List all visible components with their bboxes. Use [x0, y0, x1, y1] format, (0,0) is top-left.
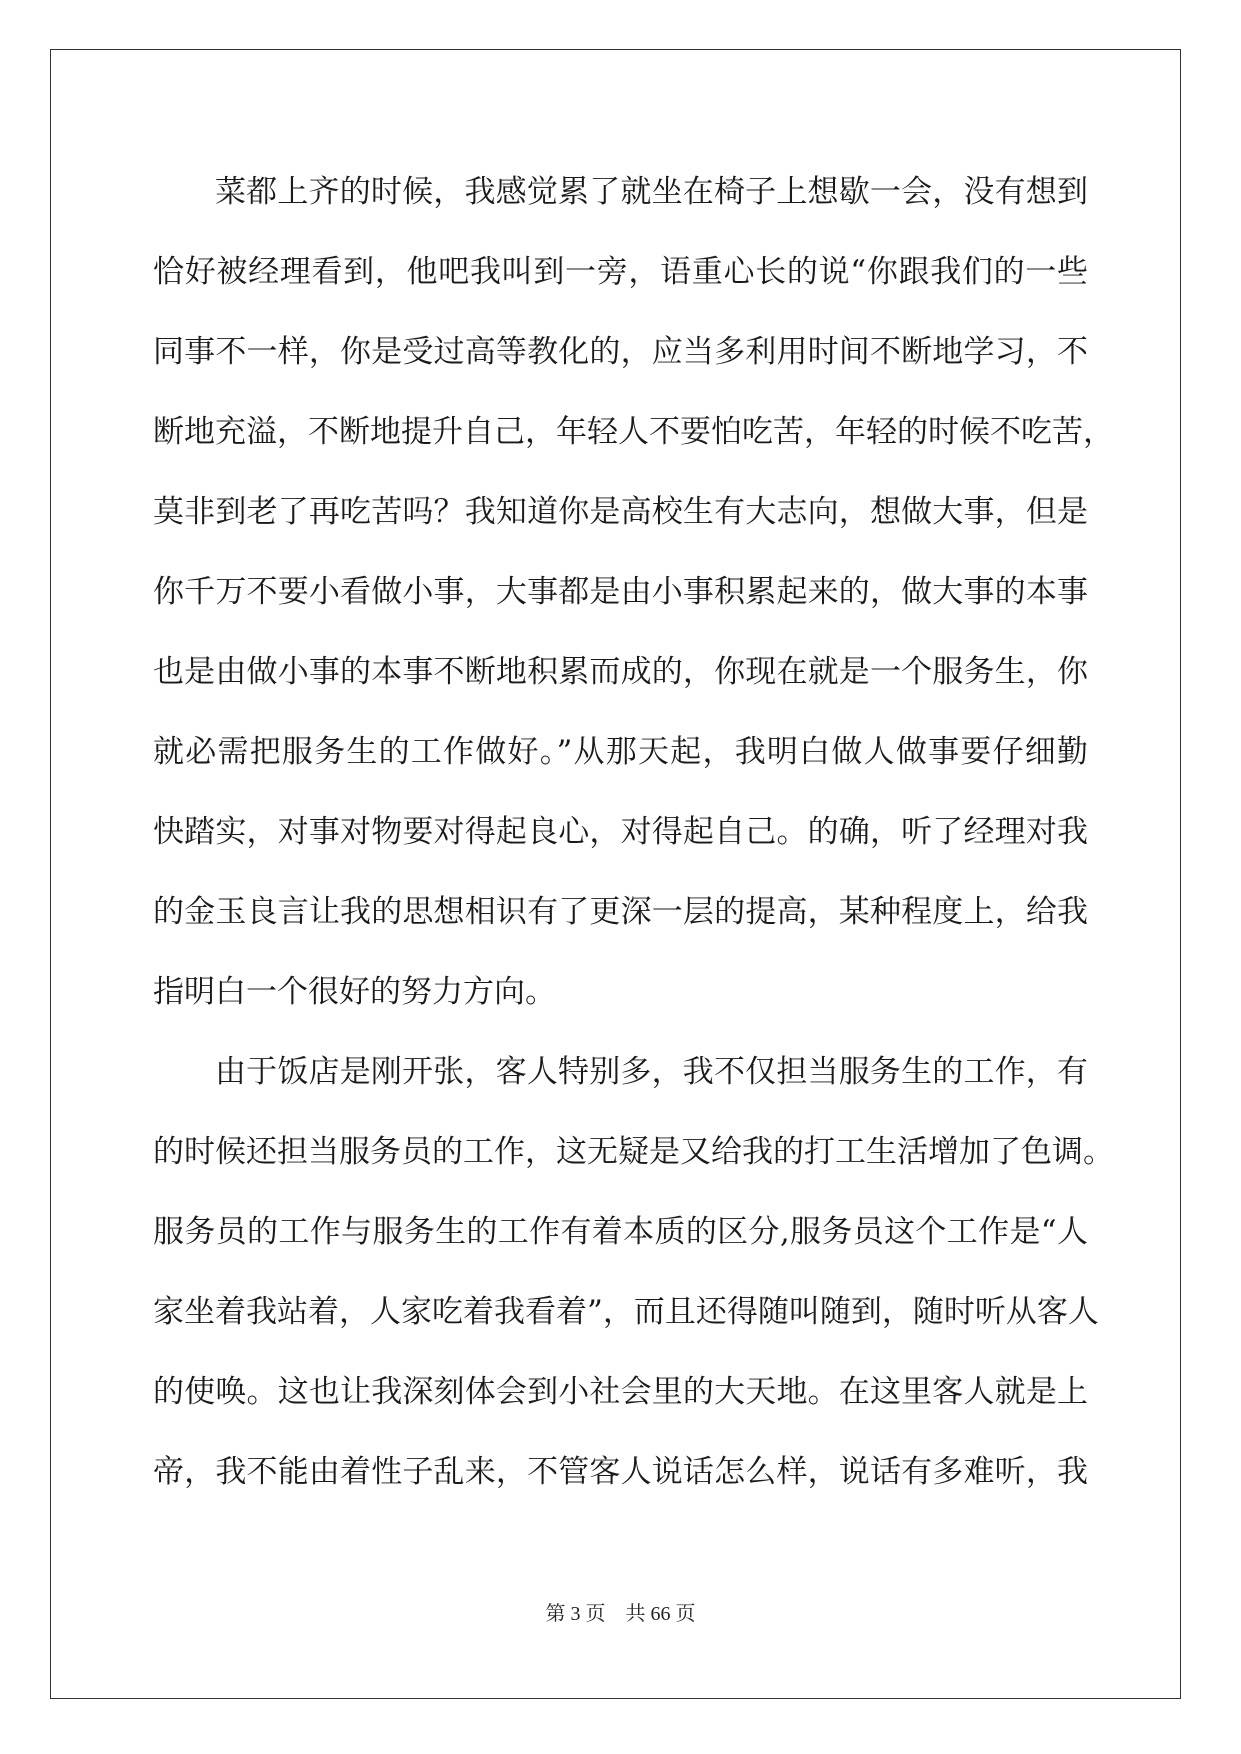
paragraph-line: 家坐着我站着，人家吃着我看着”，而且还得随叫随到，随时听从客人 — [153, 1294, 1099, 1330]
paragraph-line: 指明白一个很好的努力方向。 — [153, 974, 556, 1010]
paragraph-line: 断地充溢，不断地提升自己，年轻人不要怕吃苦，年轻的时候不吃苦， — [153, 414, 1114, 450]
paragraph-line: 帝，我不能由着性子乱来，不管客人说话怎么样，说话有多难听，我 — [153, 1454, 1088, 1490]
paragraph-line: 的使唤。这也让我深刻体会到小社会里的大天地。在这里客人就是上 — [153, 1374, 1088, 1410]
paragraph-line: 恰好被经理看到，他吧我叫到一旁，语重心长的说“你跟我们的一些 — [153, 254, 1088, 290]
paragraph-line: 同事不一样，你是受过高等教化的，应当多利用时间不断地学习，不 — [153, 334, 1088, 370]
page-number-footer: 第 3 页 共 66 页 — [545, 1603, 696, 1625]
paragraph-line: 你千万不要小看做小事，大事都是由小事积累起来的，做大事的本事 — [153, 574, 1088, 610]
paragraph-line: 由于饭店是刚开张，客人特别多，我不仅担当服务生的工作，有 — [215, 1054, 1088, 1090]
paragraph-line: 服务员的工作与服务生的工作有着本质的区分,服务员这个工作是“人 — [153, 1214, 1088, 1250]
document-body — [153, 164, 1114, 1524]
paragraph-line: 菜都上齐的时候，我感觉累了就坐在椅子上想歇一会，没有想到 — [215, 174, 1088, 210]
paragraph-line: 快踏实，对事对物要对得起良心，对得起自己。的确，听了经理对我 — [153, 814, 1088, 850]
paragraph-line: 也是由做小事的本事不断地积累而成的，你现在就是一个服务生，你 — [153, 654, 1088, 690]
paragraph-line: 莫非到老了再吃苦吗？我知道你是高校生有大志向，想做大事，但是 — [153, 494, 1088, 530]
paragraph-line: 就必需把服务生的工作做好。”从那天起，我明白做人做事要仔细勤 — [153, 734, 1088, 770]
paragraph-line: 的金玉良言让我的思想相识有了更深一层的提高，某种程度上，给我 — [153, 894, 1088, 930]
paragraph-line: 的时候还担当服务员的工作，这无疑是又给我的打工生活增加了色调。 — [153, 1134, 1114, 1170]
